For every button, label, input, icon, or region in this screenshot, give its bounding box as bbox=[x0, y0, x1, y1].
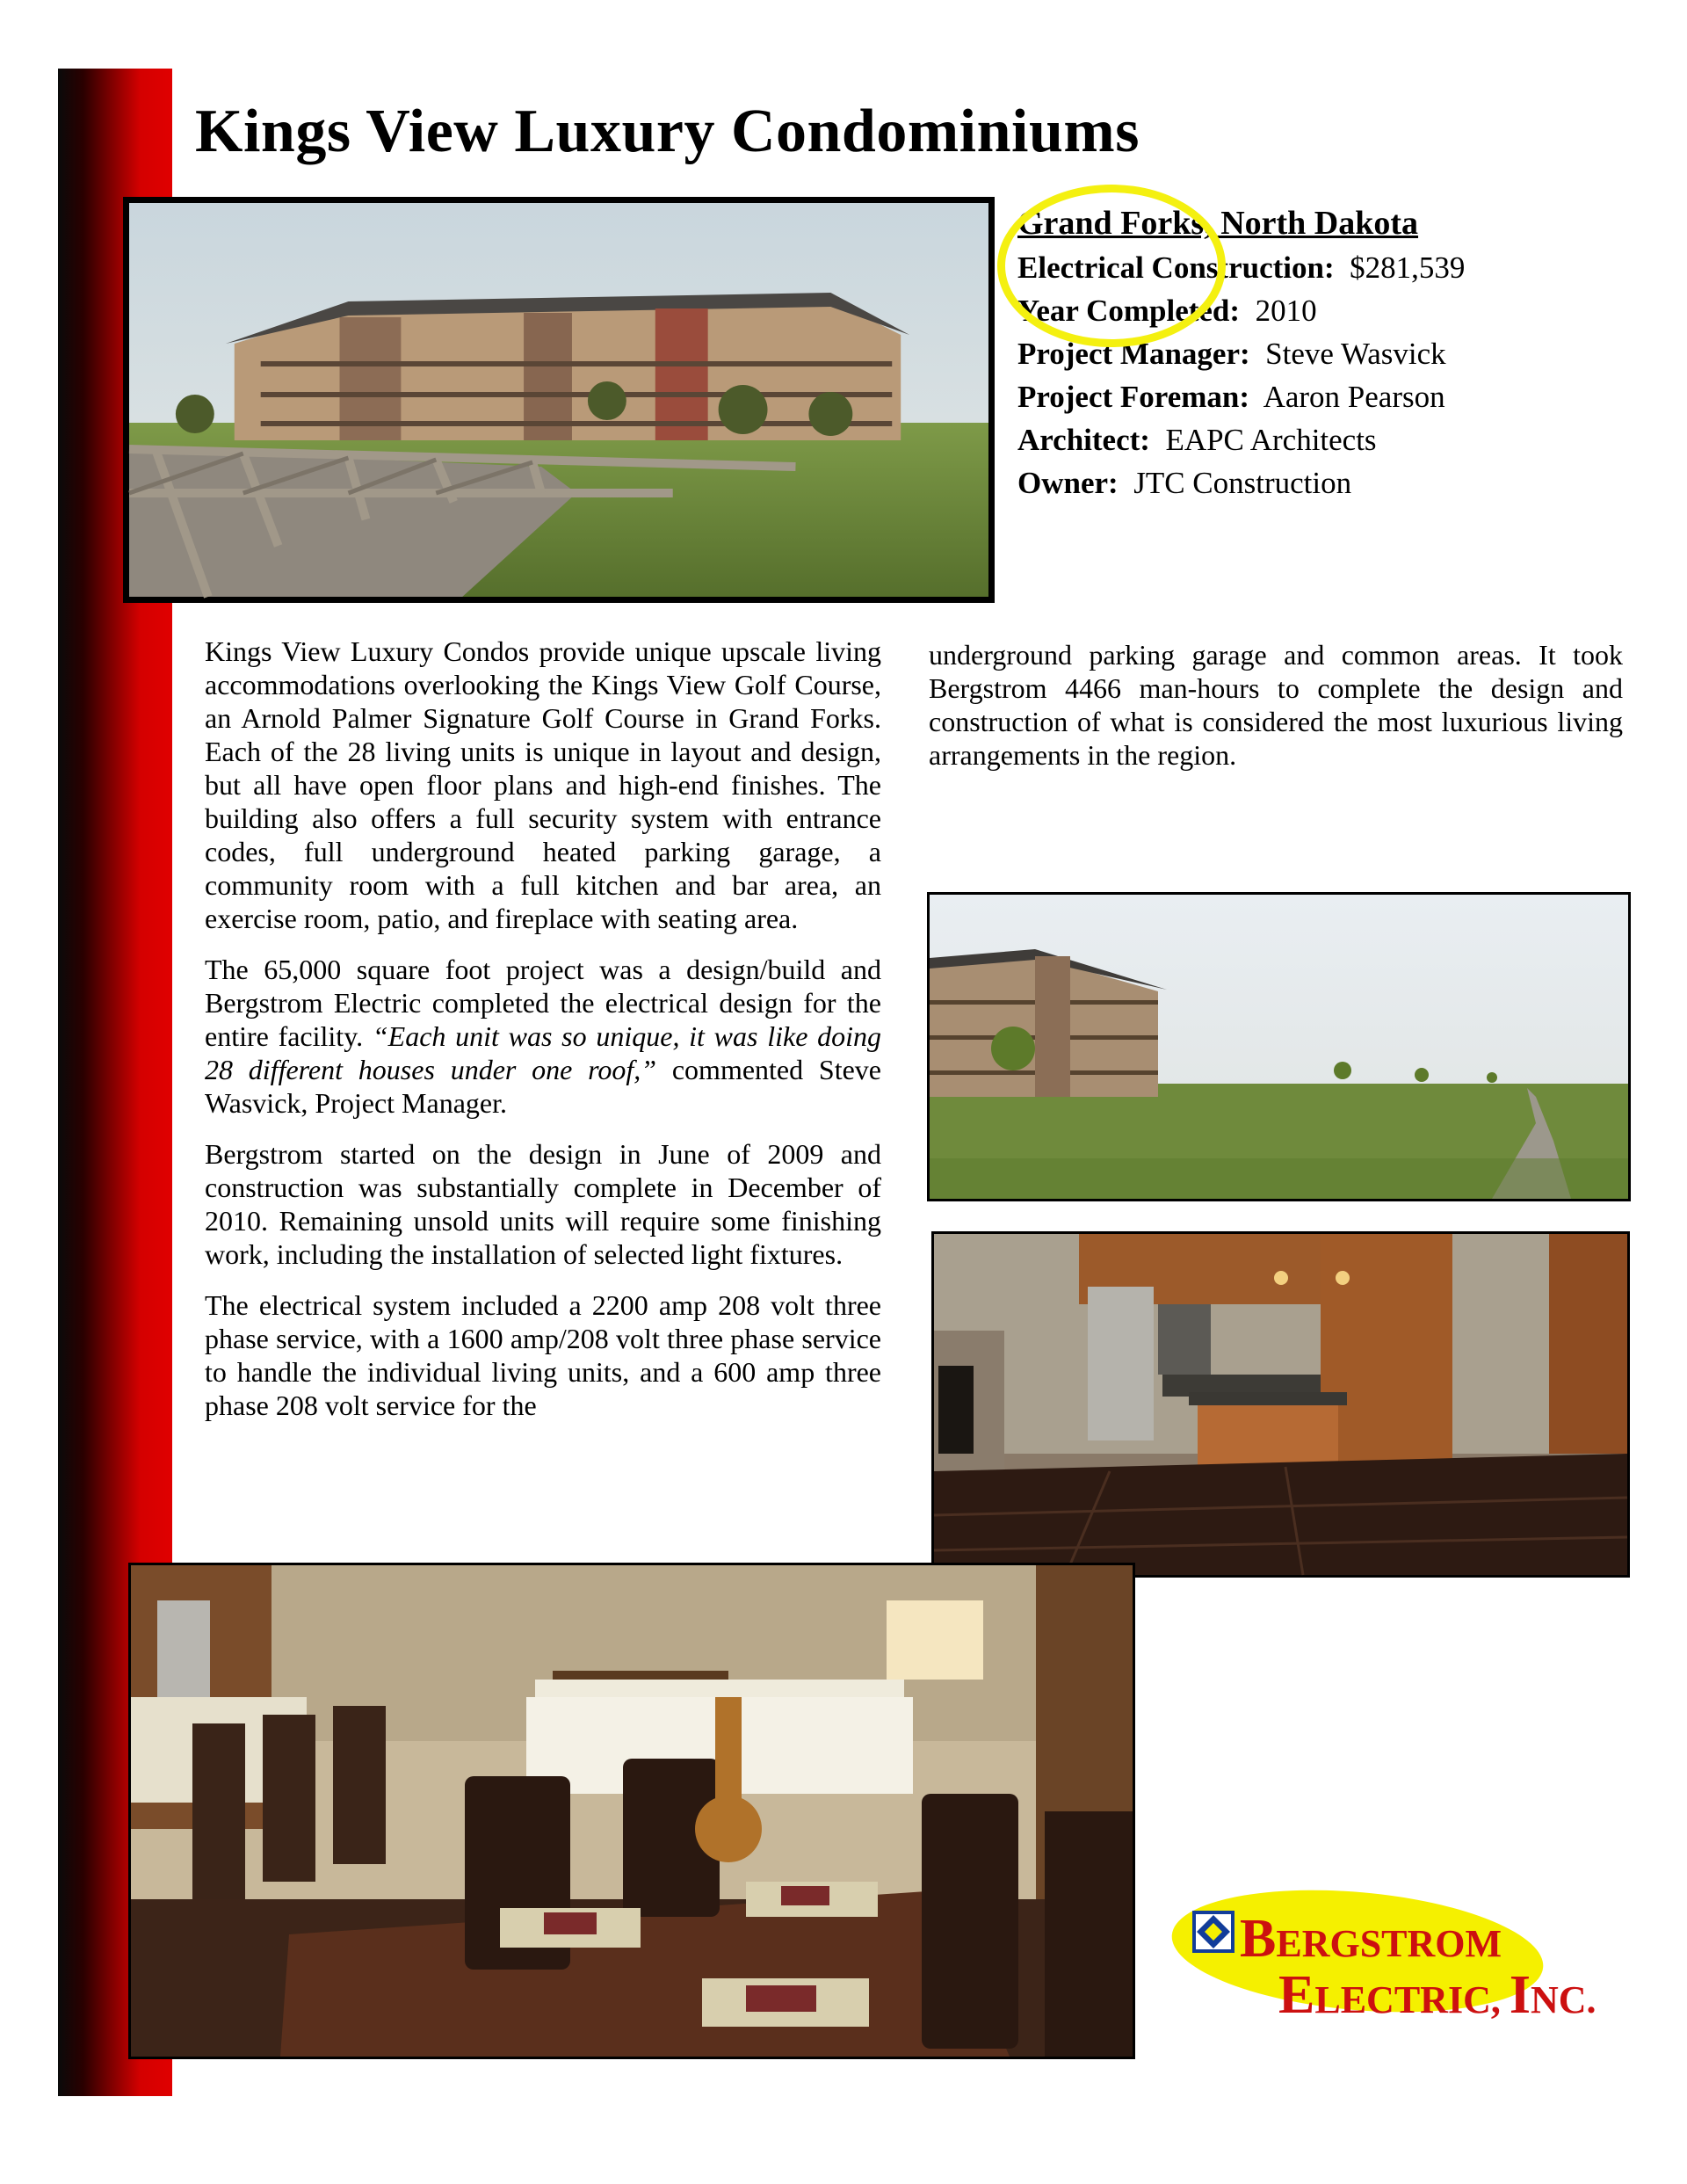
info-label: Architect: bbox=[1017, 423, 1150, 457]
info-label: Electrical Construction: bbox=[1017, 250, 1335, 285]
info-value: JTC Construction bbox=[1133, 466, 1352, 500]
info-label: Owner: bbox=[1017, 466, 1119, 500]
info-label: Year Completed: bbox=[1017, 294, 1241, 328]
info-row-electrical-construction bbox=[1017, 246, 1545, 289]
project-location: Grand Forks, North Dakota bbox=[1017, 205, 1419, 242]
quote-text: “Each unit was so unique, it was like doing 28 different houses under one roof,” bbox=[205, 1020, 882, 1085]
paragraph-schedule: Bergstrom started on the design in June of 2009 and construction was substantially complete in December of 2010. Remaining unsold units will require some finishing work, including the installation of selected light fixtures. bbox=[205, 1138, 881, 1270]
photo-building-exterior bbox=[123, 197, 995, 603]
paragraph-intro: Kings View Luxury Condos provide unique upscale living accommodations overlooking the Kings View Golf Course, an Arnold Palmer Signature Golf Course in Grand Forks. Each of the 28 living units is unique in layout and design, but all have open floor plans and high-end finishes. The building also offers a full security system with entrance codes, full underground heated parking garage, a community room with a full kitchen and bar area, an exercise room, patio, and fireplace with seating area. bbox=[205, 635, 881, 934]
bergstrom-electric-logo bbox=[1173, 1888, 1596, 2028]
info-row-project-manager bbox=[1017, 332, 1545, 375]
photo-building-panorama bbox=[927, 892, 1631, 1201]
project-info bbox=[1017, 200, 1545, 504]
body-column-right bbox=[929, 638, 1623, 789]
info-value: $281,539 bbox=[1350, 250, 1466, 285]
paragraph-project: The 65,000 square foot project was a design/build and Bergstrom Electric completed the electrical design for the entire facility. “Each unit was so unique, it was like doing 28 different houses under one roof,” commented Steve Wasvick, Project Manager. bbox=[205, 954, 882, 1119]
info-value: Aaron Pearson bbox=[1263, 380, 1445, 414]
logo-text-line2: ELECTRIC, INC. bbox=[1278, 1965, 1596, 2025]
page-title: Kings View Luxury Condominiums bbox=[195, 98, 1140, 165]
body-column-left bbox=[205, 635, 881, 1440]
info-label: Project Manager: bbox=[1017, 337, 1250, 371]
info-label: Project Foreman: bbox=[1017, 380, 1250, 414]
logo-text-line1: BERGSTROM bbox=[1240, 1909, 1502, 1969]
logo-graphic bbox=[1173, 1888, 1596, 2028]
photo-dining-room bbox=[128, 1563, 1135, 2059]
info-value: 2010 bbox=[1255, 294, 1317, 328]
info-row-owner bbox=[1017, 461, 1545, 504]
info-value: Steve Wasvick bbox=[1265, 337, 1446, 371]
info-row-year-completed bbox=[1017, 289, 1545, 332]
info-row-architect bbox=[1017, 418, 1545, 461]
paragraph-electrical: The electrical system included a 2200 amp 208 volt three phase service, with a 1600 amp/208 volt three phase service to handle the individual living units, and a 600 amp three phase 208 volt service for the bbox=[205, 1289, 881, 1421]
photo-kitchen bbox=[931, 1231, 1630, 1578]
info-value: EAPC Architects bbox=[1165, 423, 1377, 457]
info-row-project-foreman bbox=[1017, 375, 1545, 418]
paragraph-continued: underground parking garage and common areas. It took Bergstrom 4466 man-hours to complete the design and construction of what is considered the most luxurious living arrangements in the region. bbox=[929, 639, 1623, 771]
